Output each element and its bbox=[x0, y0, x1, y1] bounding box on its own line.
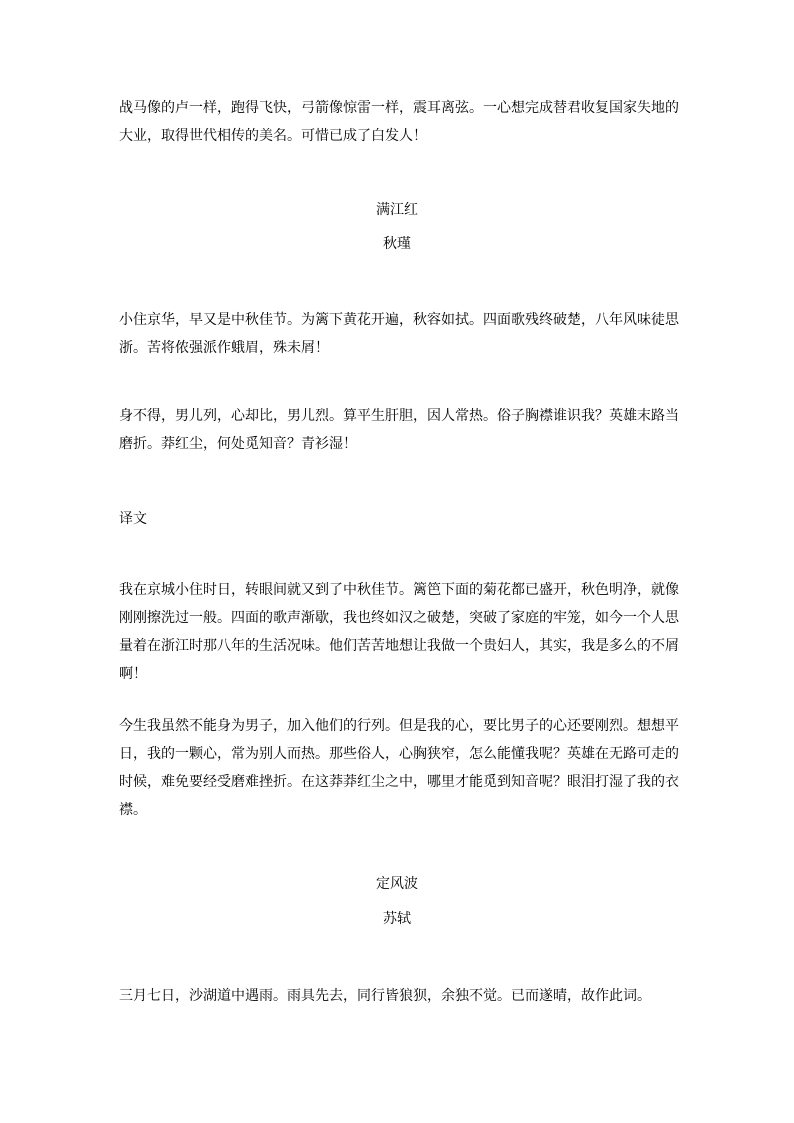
poem-preface: 三月七日，沙湖道中遇雨。雨具先去，同行皆狼狈，余独不觉。已而遂晴，故作此词。 bbox=[119, 988, 651, 1004]
poem-author-sushi: 苏轼 bbox=[383, 911, 411, 927]
poem-stanza-2: 身不得，男儿列，心却比，男儿烈。算平生肝胆，因人常热。俗子胸襟谁识我？英雄末路当磨折。莽红尘，何处觅知音？青衫湿！ bbox=[119, 408, 679, 452]
poem-title-dingfengbo: 定风波 bbox=[376, 876, 418, 892]
translation-paragraph-1: 我在京城小住时日，转眼间就又到了中秋佳节。篱笆下面的菊花都已盛开，秋色明净，就像刚刚擦洗过一般。四面的歌声渐歇，我也终如汉之破楚，突破了家庭的牢笼，如今一个人思量着在浙江时那八年的生活况味。他们苦苦地想让我做一个贵妇人，其实，我是多么的不屑啊！ bbox=[119, 582, 679, 682]
translation-paragraph-2: 今生我虽然不能身为男子，加入他们的行列。但是我的心，要比男子的心还要刚烈。想想平日，我的一颗心，常为别人而热。那些俗人，心胸狭窄，怎么能懂我呢？英雄在无路可走的时候，难免要经受磨难挫折。在这莽莽红尘之中，哪里才能觅到知音呢？眼泪打湿了我的衣襟。 bbox=[119, 718, 679, 818]
translation-heading: 译文 bbox=[119, 511, 147, 527]
poem-stanza-1: 小住京华，早又是中秋佳节。为篱下黄花开遍，秋容如拭。四面歌残终破楚，八年风味徒思浙。苦将侬强派作蛾眉，殊未屑！ bbox=[119, 312, 679, 356]
paragraph-poem-translation-end: 战马像的卢一样，跑得飞快，弓箭像惊雷一样，震耳离弦。一心想完成替君收复国家失地的大业，取得世代相传的美名。可惜已成了白发人！ bbox=[119, 100, 679, 144]
poem-title-manjianghong: 满江红 bbox=[376, 202, 418, 218]
poem-author-qiujin: 秋瑾 bbox=[383, 236, 411, 252]
